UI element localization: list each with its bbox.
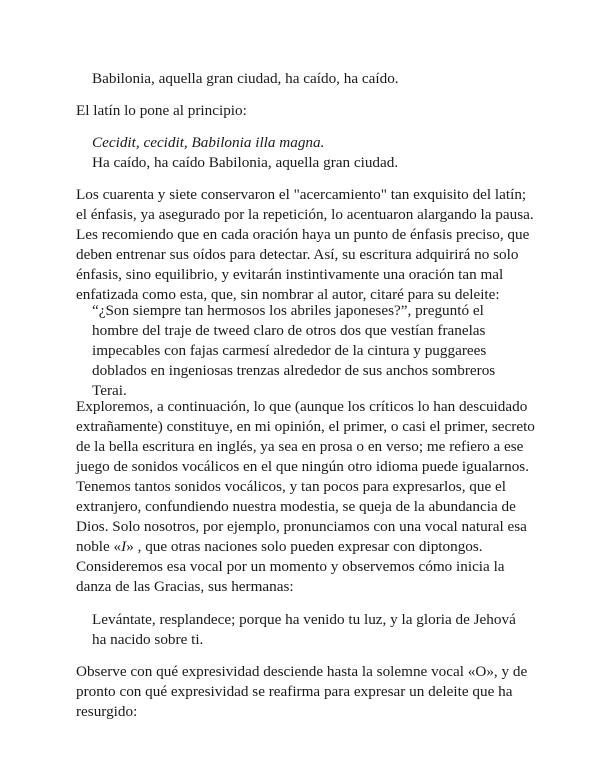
italic-vowel-i: I	[121, 538, 127, 555]
text-line: impecables con fajas carmesí alrededor de la cintura y puggarees	[92, 342, 487, 359]
text-line: Los cuarenta y siete conservaron el "acercamiento" tan exquisito del latín;	[76, 186, 527, 203]
text-line: enfatizada como esta, que, sin nombrar al autor, citaré para su deleite:	[76, 286, 500, 303]
text-line: Exploremos, a continuación, lo que (aunque los críticos lo han descuidado	[76, 398, 528, 415]
text-line: pronto con qué expresividad se reafirma para expresar un deleite que ha	[76, 683, 513, 700]
text-line: ha nacido sobre ti.	[92, 631, 204, 648]
text-line: deben entrenar sus oídos para detectar. Así, su escritura adquirirá no solo	[76, 246, 519, 263]
text-line: Tenemos tantos sonidos vocálicos, y tan pocos para expresarlos, que el	[76, 478, 506, 495]
text-line: Levántate, resplandece; porque ha venido tu luz, y la gloria de Jehová	[92, 611, 516, 628]
text-line: Les recomiendo que en cada oración haya un punto de énfasis preciso, que	[76, 226, 530, 243]
text-line: de la bella escritura en inglés, ya sea en prosa o en verso; me refiero a ese	[76, 438, 524, 455]
text-line: juego de sonidos vocálicos en el que ningún otro idioma puede igualarnos.	[76, 458, 529, 475]
text-line: Observe con qué expresividad desciende hasta la solemne vocal «O», y de	[76, 663, 528, 680]
latin-quote-text: Cecidit, cecidit, Babilonia illa magna.	[92, 134, 325, 151]
text-line: Consideremos esa vocal por un momento y observemos cómo inicia la	[76, 558, 505, 575]
text-line: Terai.	[92, 382, 127, 399]
text-line: danza de las Gracias, sus hermanas:	[76, 578, 294, 595]
text-fragment: » , que otras naciones solo pueden expresar con diptongos.	[126, 538, 483, 555]
quote-cecidit	[92, 133, 398, 173]
text-line: doblados en ingeniosas trenzas alrededor de sus anchos sombreros	[92, 362, 496, 379]
text-line: extranjero, confundiendo nuestra modestia, se queja de la abundancia de	[76, 498, 516, 515]
spanish-quote-line: Ha caído, ha caído Babilonia, aquella gran ciudad.	[92, 154, 399, 171]
text-line: énfasis, sino equilibrio, y evitarán instintivamente una oración tan mal	[76, 266, 504, 283]
paragraph-vowel-sounds	[76, 397, 535, 597]
text-line: Dios. Solo nosotros, por ejemplo, pronunciamos con una vocal natural esa	[76, 518, 527, 535]
text-line: Babilonia, aquella gran ciudad, ha caído, ha caído.	[92, 70, 399, 87]
text-line-noble-i	[76, 537, 535, 557]
quote-japanese-aprils	[92, 301, 495, 401]
quote-levantate	[92, 610, 516, 650]
text-line: el énfasis, ya asegurado por la repetición, lo acentuaron alargando la pausa.	[76, 206, 534, 223]
text-line: “¿Son siempre tan hermosos los abriles japoneses?”, preguntó el	[92, 302, 484, 319]
text-line: resurgido:	[76, 703, 138, 720]
paragraph-emphasis	[76, 185, 534, 305]
text-line: extrañamente) constituye, en mi opinión, el primer, o casi el primer, secreto	[76, 418, 535, 435]
paragraph-latin-intro	[76, 101, 247, 121]
paragraph-expressivity	[76, 662, 527, 722]
text-line: El latín lo pone al principio:	[76, 102, 247, 119]
latin-quote-line	[92, 133, 398, 153]
text-line: hombre del traje de tweed claro de otros dos que vestían franelas	[92, 322, 486, 339]
quote-babilonia	[92, 69, 399, 89]
text-fragment: noble «	[76, 538, 122, 555]
